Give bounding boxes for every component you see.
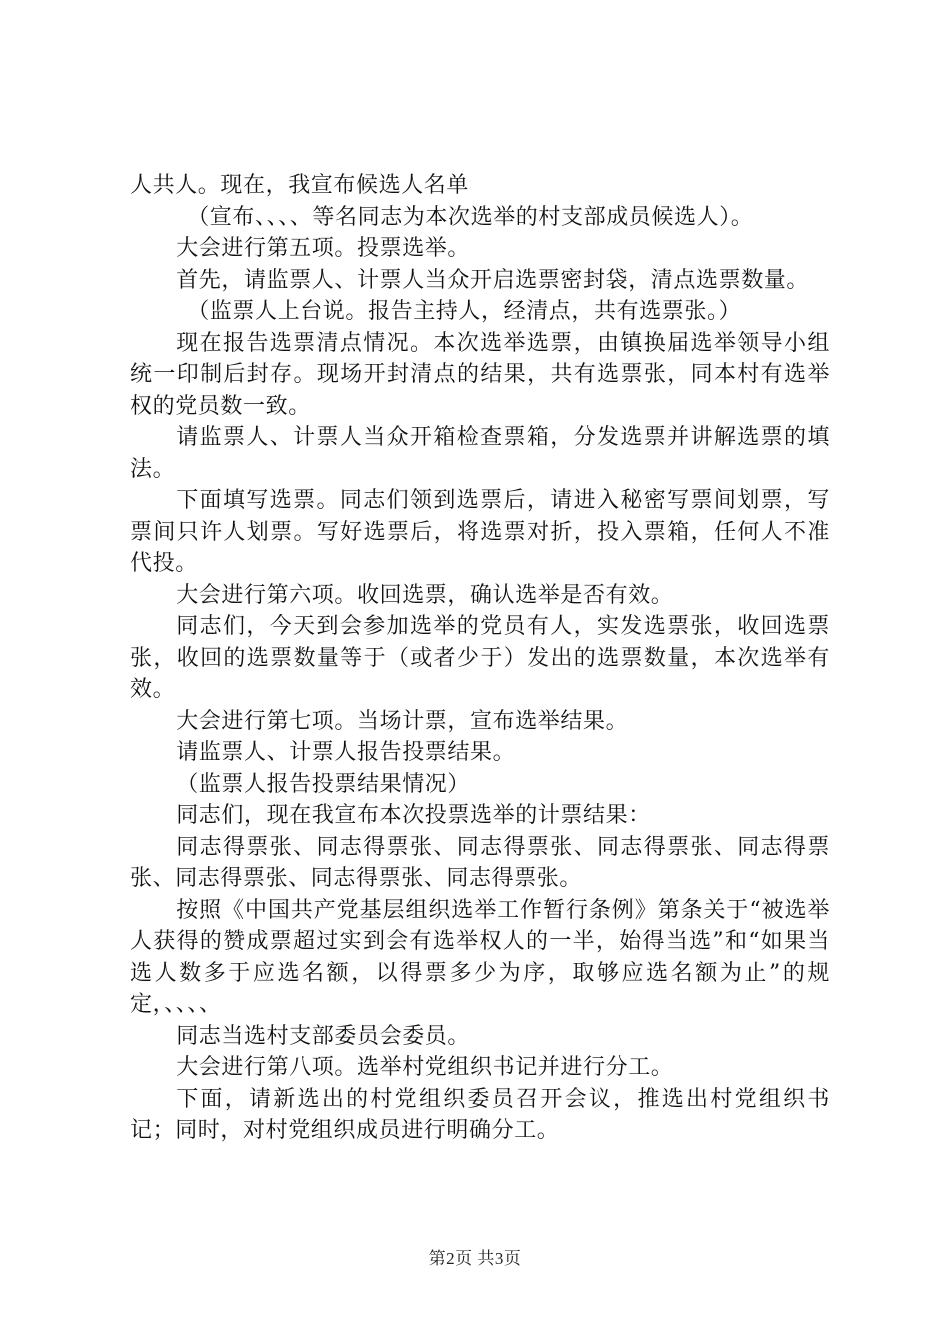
paragraph: 首先，请监票人、计票人当众开启选票密封袋，清点选票数量。: [176, 267, 809, 293]
paragraph: （宣布、、、、等名同志为本次选举的村支部成员候选人）。: [187, 204, 754, 230]
paragraph: 同志当选村支部委员会委员。: [176, 1023, 470, 1049]
paragraph: 人共人。现在，我宣布候选人名单: [130, 173, 470, 198]
paragraph: 大会进行第八项。选举村党组织书记并进行分工。: [176, 1055, 674, 1080]
page-number-footer: 第2页 共3页: [428, 1249, 522, 1268]
paragraph: 请监票人、计票人报告投票结果。: [176, 740, 516, 765]
paragraph: 下面填写选票。同志们领到选票后，请进入秘密写票间划票，写票间只许人划票。写好选票后，将选票对折，投入票箱，任何人不准代投。: [130, 488, 830, 576]
paragraph: （监票人上台说。报告主持人，经清点，共有选票张。）: [187, 299, 742, 324]
paragraph: 按照《中国共产党基层组织选举工作暂行条例》第条关于“被选举人获得的赞成票超过实到会有选举权人的一半，始得当选”和“如果当选人数多于应选名额，以得票多少为序，取够应选名额为止”的规定，、、、、: [130, 897, 830, 1017]
paragraph: 现在报告选票清点情况。本次选举选票，由镇换届选举领导小组统一印制后封存。现场开封清点的结果，共有选票张，同本村有选举权的党员数一致。: [130, 330, 830, 419]
paragraph: 大会进行第六项。收回选票，确认选举是否有效。: [176, 582, 674, 608]
paragraph: 大会进行第七项。当场计票，宣布选举结果。: [176, 708, 629, 734]
paragraph: 同志们，现在我宣布本次投票选举的计票结果：: [176, 803, 651, 828]
paragraph: 请监票人、计票人当众开箱检查票箱，分发选票并讲解选票的填法。: [130, 425, 830, 482]
paragraph: 大会进行第五项。投票选举。: [176, 236, 470, 261]
paragraph: （监票人报告投票结果情况）: [176, 771, 470, 797]
paragraph: 下面，请新选出的村党组织委员召开会议，推选出村党组织书记；同时，对村党组织成员进行明确分工。: [130, 1086, 830, 1143]
paragraph: 同志得票张、同志得票张、同志得票张、同志得票张、同志得票张、同志得票张、同志得票张、同志得票张。: [130, 834, 830, 891]
document-body: [130, 170, 830, 1147]
paragraph: 同志们，今天到会参加选举的党员有人，实发选票张，收回选票张，收回的选票数量等于（或者少于）发出的选票数量，本次选举有效。: [130, 614, 830, 702]
